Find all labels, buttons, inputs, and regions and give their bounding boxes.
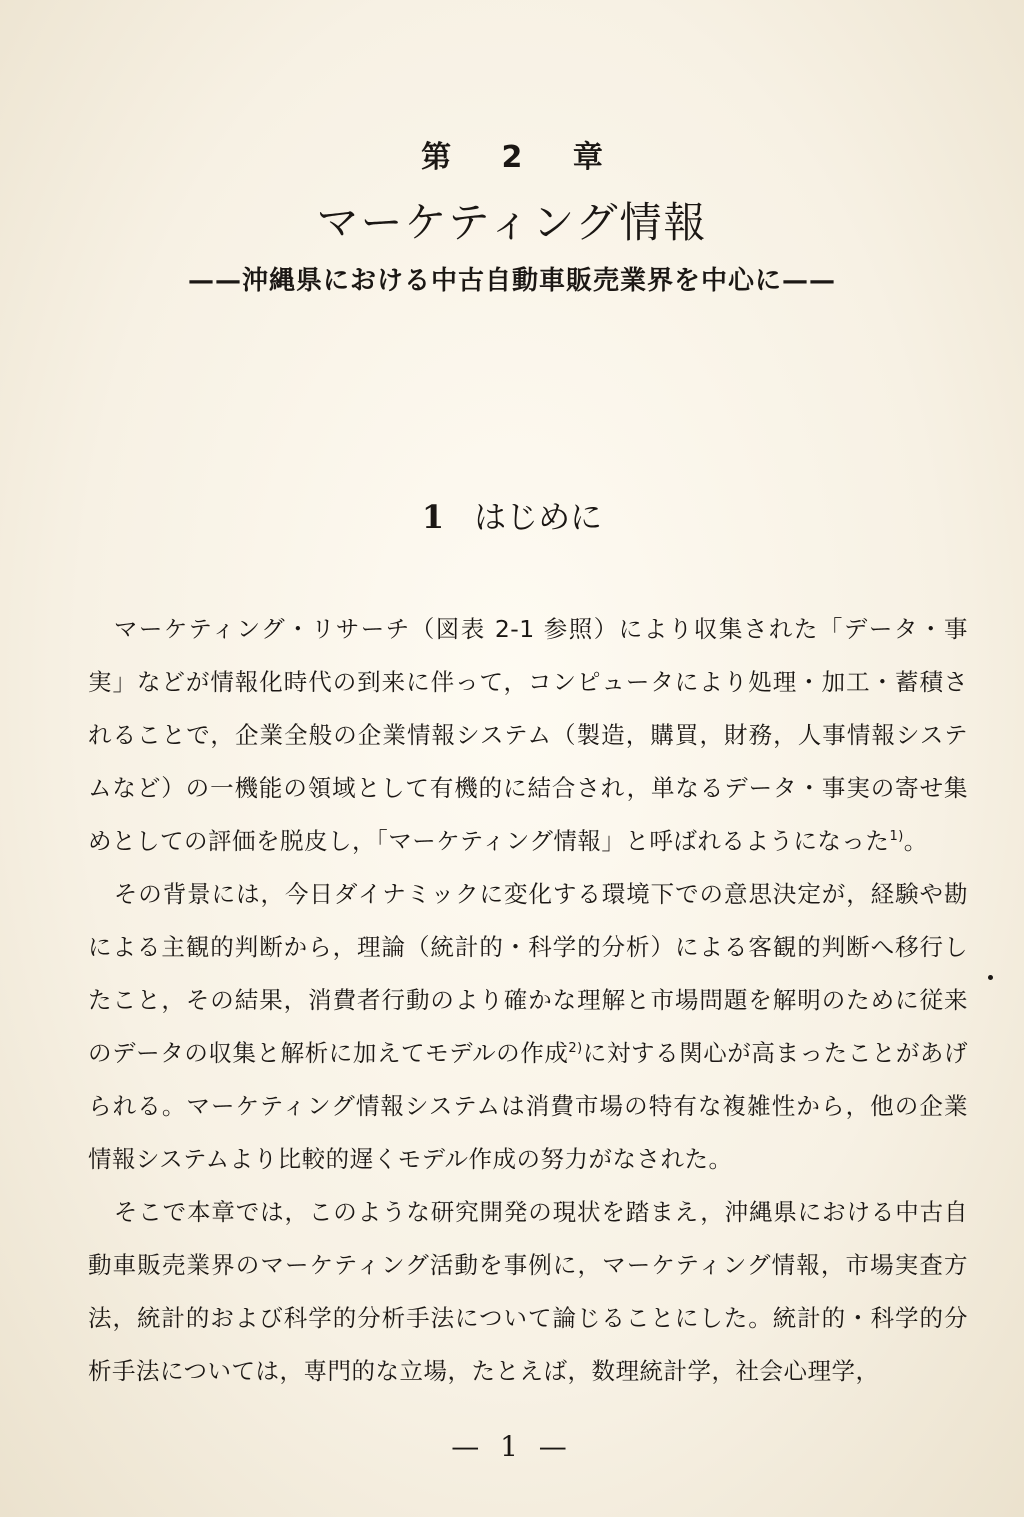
chapter-subtitle: ——沖縄県における中古自動車販売業界を中心に—— — [187, 266, 836, 296]
paragraph-text-end: 。 — [903, 827, 928, 855]
ink-speck — [988, 975, 993, 980]
chapter-label: 第 2 章 — [421, 140, 623, 175]
paragraph-2 — [88, 868, 968, 1186]
footnote-marker: 2) — [568, 1041, 583, 1057]
paragraph-text: そこで本章では，このような研究開発の現状を踏まえ，沖縄県における中古自動車販売業界のマーケティング活動を事例に，マーケティング情報，市場実査方法，統計的および科学的分析手法について論じることにした。統計的・科学的分析手法については，専門的な立場，たとえば，数理統計学，社会心理学， — [88, 1198, 968, 1385]
paragraph-text-end: に対する関心が高まったことがあげられる。マーケティング情報システムは消費市場の特有な複雑性から，他の企業情報システムより比較的遅くモデル作成の努力がなされた。 — [88, 1039, 969, 1173]
paragraph-3 — [88, 1186, 968, 1398]
chapter-title: マーケティング情報 — [316, 198, 708, 247]
section-heading — [0, 492, 1024, 538]
section-title: はじめに — [474, 498, 603, 536]
paragraph-text: その背景には，今日ダイナミックに変化する環境下での意思決定が，経験や勘による主観的判断から，理論（統計的・科学的分析）による客観的判断へ移行したこと，その結果，消費者行動のより確かな理解と市場問題を解明のために従来のデータの収集と解析に加えてモデルの作成 — [88, 880, 968, 1067]
footnote-marker: 1) — [889, 829, 904, 845]
paragraph-text: マーケティング・リサーチ（図表 2-1 参照）により収集された「データ・事実」などが情報化時代の到来に伴って，コンピュータにより処理・加工・蓄積されることで，企業全般の企業情報システム（製造，購買，財務，人事情報システムなど）の一機能の領域として有機的に結合され，単なるデータ・事実の寄せ集めとしての評価を脱皮し，「マーケティング情報」と呼ばれるようになった — [88, 615, 968, 855]
body-text — [88, 603, 968, 1398]
page-number: — 1 — — [451, 1430, 573, 1463]
paragraph-1 — [88, 603, 968, 868]
section-number: 1 — [421, 498, 445, 536]
